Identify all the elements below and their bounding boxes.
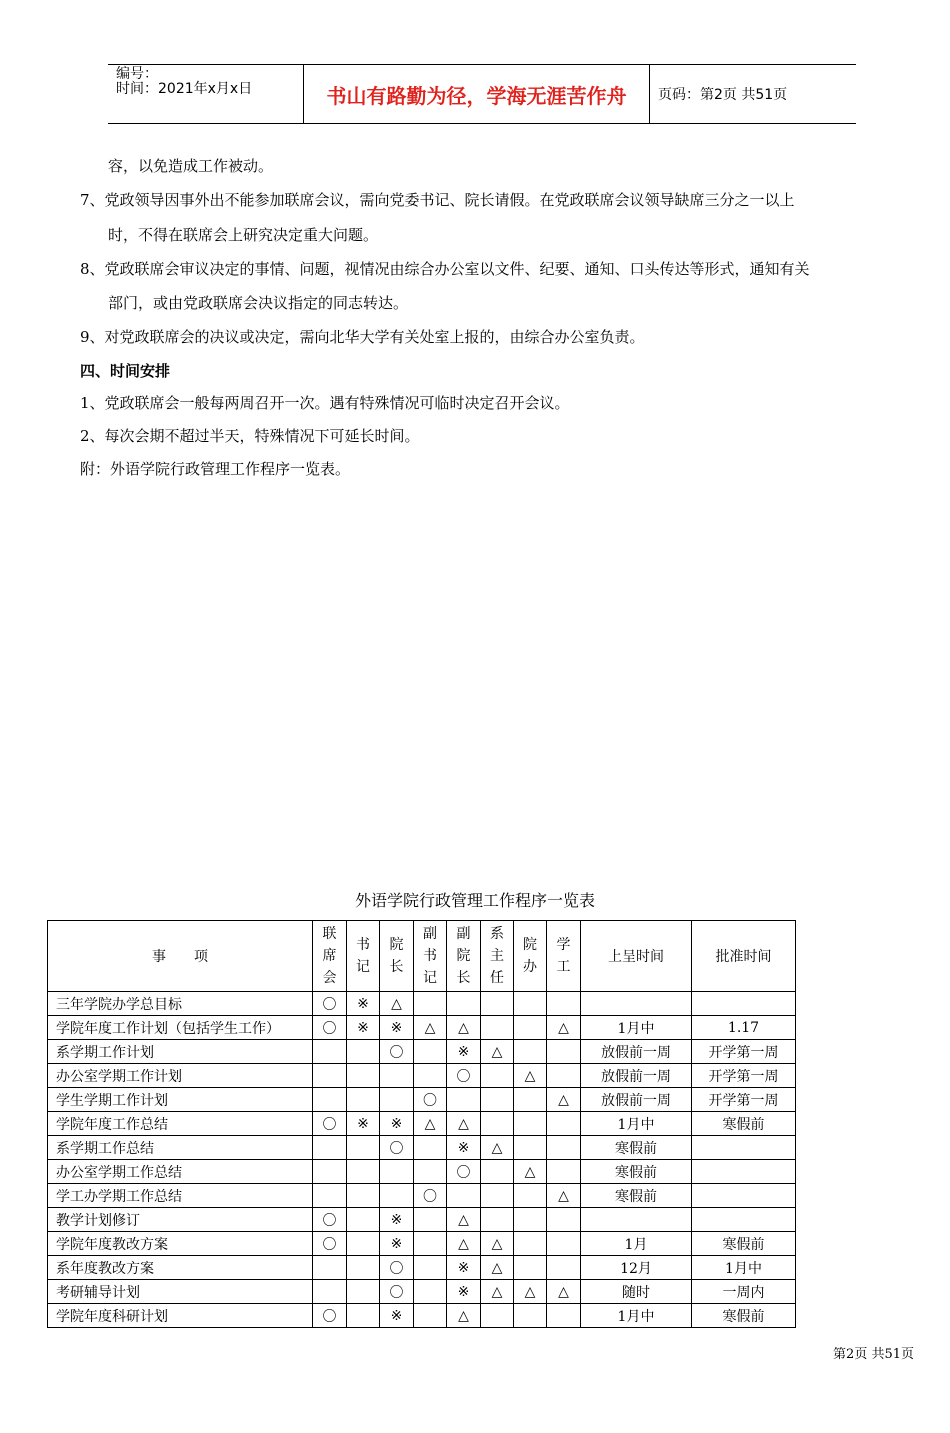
cell-dept-head: △	[481, 1040, 514, 1064]
cell-item: 系年度教改方案	[48, 1256, 313, 1280]
header-dean: 院长	[380, 921, 414, 992]
cell-submit-time: 1月中	[581, 1304, 692, 1328]
cell-liaison: 〇	[313, 992, 347, 1016]
procedure-table	[47, 920, 796, 1328]
cell-office	[514, 1184, 547, 1208]
cell-student-affairs	[547, 1040, 581, 1064]
cell-vice-dean	[447, 992, 481, 1016]
cell-student-affairs: △	[547, 1184, 581, 1208]
cell-item: 学生学期工作计划	[48, 1088, 313, 1112]
paragraph-8-line1: 8、党政联席会审议决定的事情、问题，视情况由综合办公室以文件、纪要、通知、口头传达等形式，通知有关	[80, 260, 810, 278]
schedule-item-2: 2、每次会期不超过半天，特殊情况下可延长时间。	[80, 427, 420, 445]
cell-office: △	[514, 1160, 547, 1184]
cell-vice-dean: ※	[447, 1280, 481, 1304]
cell-item: 三年学院办学总目标	[48, 992, 313, 1016]
cell-office	[514, 1040, 547, 1064]
table-row	[48, 1184, 796, 1208]
cell-submit-time	[581, 992, 692, 1016]
table-row	[48, 1016, 796, 1040]
cell-student-affairs	[547, 1208, 581, 1232]
cell-dept-head	[481, 1112, 514, 1136]
cell-dean: ※	[380, 1232, 414, 1256]
cell-secretary	[347, 1304, 380, 1328]
header-slogan: 书山有路勤为径，学海无涯苦作舟	[304, 65, 650, 123]
header-secretary: 书记	[347, 921, 380, 992]
header-student-affairs: 学工	[547, 921, 581, 992]
cell-approve-time: 开学第一周	[692, 1040, 796, 1064]
cell-approve-time: 一周内	[692, 1280, 796, 1304]
cell-dean	[380, 1184, 414, 1208]
cell-deputy-secretary	[414, 1232, 447, 1256]
cell-submit-time: 放假前一周	[581, 1040, 692, 1064]
paragraph-9: 9、对党政联席会的决议或决定，需向北华大学有关处室上报的，由综合办公室负责。	[80, 328, 645, 346]
cell-dept-head	[481, 1304, 514, 1328]
cell-approve-time: 开学第一周	[692, 1088, 796, 1112]
cell-vice-dean: ※	[447, 1136, 481, 1160]
cell-student-affairs	[547, 1112, 581, 1136]
table-row	[48, 992, 796, 1016]
cell-vice-dean: △	[447, 1304, 481, 1328]
header-vice-dean: 副院长	[447, 921, 481, 992]
cell-submit-time: 1月中	[581, 1016, 692, 1040]
table-row	[48, 1088, 796, 1112]
cell-vice-dean: △	[447, 1232, 481, 1256]
cell-approve-time: 寒假前	[692, 1112, 796, 1136]
cell-dept-head	[481, 1184, 514, 1208]
cell-dept-head: △	[481, 1136, 514, 1160]
cell-submit-time: 随时	[581, 1280, 692, 1304]
date-label: 时间：2021年x月x日	[116, 81, 253, 97]
cell-dept-head	[481, 992, 514, 1016]
cell-submit-time: 1月中	[581, 1112, 692, 1136]
cell-secretary	[347, 1256, 380, 1280]
cell-dean: ※	[380, 1208, 414, 1232]
cell-submit-time: 寒假前	[581, 1136, 692, 1160]
cell-vice-dean	[447, 1088, 481, 1112]
cell-item: 系学期工作总结	[48, 1136, 313, 1160]
cell-liaison	[313, 1160, 347, 1184]
cell-secretary	[347, 1040, 380, 1064]
cell-dean	[380, 1064, 414, 1088]
cell-office	[514, 1112, 547, 1136]
header-item: 事 项	[48, 921, 313, 992]
section-4-heading: 四、时间安排	[80, 362, 171, 380]
paragraph-7-line2: 时，不得在联席会上研究决定重大问题。	[108, 226, 379, 244]
cell-office	[514, 1088, 547, 1112]
cell-dept-head	[481, 1064, 514, 1088]
cell-submit-time	[581, 1208, 692, 1232]
cell-submit-time: 寒假前	[581, 1160, 692, 1184]
cell-deputy-secretary	[414, 1256, 447, 1280]
cell-item: 考研辅导计划	[48, 1280, 313, 1304]
cell-dean: 〇	[380, 1136, 414, 1160]
cell-deputy-secretary	[414, 1064, 447, 1088]
cell-liaison	[313, 1040, 347, 1064]
cell-office	[514, 1208, 547, 1232]
cell-dean: ※	[380, 1016, 414, 1040]
cell-dept-head	[481, 1208, 514, 1232]
table-header-row	[48, 921, 796, 992]
cell-liaison	[313, 1256, 347, 1280]
header-submit-time: 上呈时间	[581, 921, 692, 992]
cell-liaison: 〇	[313, 1232, 347, 1256]
cell-secretary: ※	[347, 992, 380, 1016]
cell-student-affairs	[547, 1304, 581, 1328]
cell-item: 学院年度工作计划（包括学生工作）	[48, 1016, 313, 1040]
cell-dean: ※	[380, 1112, 414, 1136]
cell-liaison	[313, 1136, 347, 1160]
cell-item: 学工办学期工作总结	[48, 1184, 313, 1208]
cell-deputy-secretary	[414, 1304, 447, 1328]
table-row	[48, 1208, 796, 1232]
cell-dept-head	[481, 1160, 514, 1184]
schedule-item-1: 1、党政联席会一般每两周召开一次。遇有特殊情况可临时决定召开会议。	[80, 394, 570, 412]
cell-dept-head	[481, 1016, 514, 1040]
cell-approve-time	[692, 1208, 796, 1232]
header-meta	[108, 65, 304, 123]
cell-deputy-secretary	[414, 1208, 447, 1232]
cell-dean: 〇	[380, 1040, 414, 1064]
cell-submit-time: 放假前一周	[581, 1064, 692, 1088]
cell-secretary	[347, 1160, 380, 1184]
cell-student-affairs	[547, 1232, 581, 1256]
cell-office	[514, 1016, 547, 1040]
cell-vice-dean: △	[447, 1112, 481, 1136]
header-page-label: 页码：第2页 共51页	[658, 87, 788, 103]
paragraph-continuation: 容，以免造成工作被动。	[108, 157, 274, 175]
table-row	[48, 1232, 796, 1256]
paragraph-7-line1: 7、党政领导因事外出不能参加联席会议，需向党委书记、院长请假。在党政联席会议领导缺席三分之一以上	[80, 191, 795, 209]
cell-deputy-secretary: 〇	[414, 1184, 447, 1208]
cell-office	[514, 1256, 547, 1280]
cell-item: 学院年度科研计划	[48, 1304, 313, 1328]
page-footer: 第2页 共51页	[833, 1347, 914, 1362]
cell-item: 办公室学期工作计划	[48, 1064, 313, 1088]
cell-submit-time: 1月	[581, 1232, 692, 1256]
header-liaison: 联席会	[313, 921, 347, 992]
cell-dean	[380, 1088, 414, 1112]
cell-dept-head: △	[481, 1232, 514, 1256]
cell-approve-time	[692, 1160, 796, 1184]
cell-secretary	[347, 1280, 380, 1304]
cell-deputy-secretary	[414, 992, 447, 1016]
cell-approve-time: 寒假前	[692, 1232, 796, 1256]
header-dept-head: 系主任	[481, 921, 514, 992]
cell-student-affairs	[547, 1160, 581, 1184]
cell-approve-time	[692, 1136, 796, 1160]
cell-item: 学院年度工作总结	[48, 1112, 313, 1136]
cell-secretary	[347, 1208, 380, 1232]
cell-liaison: 〇	[313, 1016, 347, 1040]
table-row	[48, 1160, 796, 1184]
header-deputy-secretary: 副书记	[414, 921, 447, 992]
table-row	[48, 1064, 796, 1088]
cell-secretary	[347, 1232, 380, 1256]
cell-approve-time: 1.17	[692, 1016, 796, 1040]
cell-liaison	[313, 1088, 347, 1112]
cell-vice-dean: △	[447, 1016, 481, 1040]
cell-deputy-secretary: △	[414, 1016, 447, 1040]
cell-dean: △	[380, 992, 414, 1016]
cell-student-affairs: △	[547, 1280, 581, 1304]
cell-secretary	[347, 1088, 380, 1112]
cell-deputy-secretary	[414, 1136, 447, 1160]
cell-liaison	[313, 1064, 347, 1088]
cell-approve-time: 1月中	[692, 1256, 796, 1280]
table-row	[48, 1304, 796, 1328]
paragraph-8-line2: 部门，或由党政联席会决议指定的同志转达。	[108, 294, 409, 312]
cell-liaison	[313, 1184, 347, 1208]
cell-office: △	[514, 1064, 547, 1088]
cell-submit-time: 寒假前	[581, 1184, 692, 1208]
cell-student-affairs	[547, 992, 581, 1016]
cell-dept-head	[481, 1088, 514, 1112]
cell-office	[514, 1304, 547, 1328]
table-row	[48, 1136, 796, 1160]
cell-liaison: 〇	[313, 1304, 347, 1328]
cell-secretary	[347, 1064, 380, 1088]
cell-vice-dean	[447, 1184, 481, 1208]
table-row	[48, 1040, 796, 1064]
cell-dept-head: △	[481, 1256, 514, 1280]
cell-vice-dean: 〇	[447, 1064, 481, 1088]
cell-vice-dean: △	[447, 1208, 481, 1232]
cell-deputy-secretary	[414, 1040, 447, 1064]
table-row	[48, 1112, 796, 1136]
cell-dean: 〇	[380, 1280, 414, 1304]
cell-liaison: 〇	[313, 1208, 347, 1232]
cell-item: 办公室学期工作总结	[48, 1160, 313, 1184]
cell-submit-time: 12月	[581, 1256, 692, 1280]
cell-secretary	[347, 1184, 380, 1208]
cell-deputy-secretary: △	[414, 1112, 447, 1136]
table-row	[48, 1256, 796, 1280]
cell-student-affairs: △	[547, 1088, 581, 1112]
cell-deputy-secretary	[414, 1280, 447, 1304]
cell-office: △	[514, 1280, 547, 1304]
header-office: 院办	[514, 921, 547, 992]
cell-student-affairs	[547, 1064, 581, 1088]
cell-student-affairs: △	[547, 1016, 581, 1040]
cell-dean	[380, 1160, 414, 1184]
cell-liaison	[313, 1280, 347, 1304]
cell-office	[514, 992, 547, 1016]
cell-vice-dean: 〇	[447, 1160, 481, 1184]
cell-vice-dean: ※	[447, 1256, 481, 1280]
cell-student-affairs	[547, 1256, 581, 1280]
cell-item: 教学计划修订	[48, 1208, 313, 1232]
table-title: 外语学院行政管理工作程序一览表	[354, 891, 595, 910]
attachment-note: 附：外语学院行政管理工作程序一览表。	[80, 460, 351, 478]
table-row	[48, 1280, 796, 1304]
cell-approve-time: 开学第一周	[692, 1064, 796, 1088]
cell-dean: 〇	[380, 1256, 414, 1280]
cell-secretary: ※	[347, 1016, 380, 1040]
cell-approve-time	[692, 1184, 796, 1208]
page-header	[108, 64, 856, 124]
cell-secretary	[347, 1136, 380, 1160]
cell-approve-time	[692, 992, 796, 1016]
header-approve-time: 批准时间	[692, 921, 796, 992]
cell-secretary: ※	[347, 1112, 380, 1136]
cell-item: 系学期工作计划	[48, 1040, 313, 1064]
cell-office	[514, 1136, 547, 1160]
cell-dean: ※	[380, 1304, 414, 1328]
cell-approve-time: 寒假前	[692, 1304, 796, 1328]
cell-item: 学院年度教改方案	[48, 1232, 313, 1256]
cell-vice-dean: ※	[447, 1040, 481, 1064]
cell-dept-head: △	[481, 1280, 514, 1304]
cell-office	[514, 1232, 547, 1256]
cell-liaison: 〇	[313, 1112, 347, 1136]
cell-deputy-secretary	[414, 1160, 447, 1184]
cell-deputy-secretary: 〇	[414, 1088, 447, 1112]
cell-student-affairs	[547, 1136, 581, 1160]
cell-submit-time: 放假前一周	[581, 1088, 692, 1112]
number-label: 编号：	[116, 66, 158, 82]
